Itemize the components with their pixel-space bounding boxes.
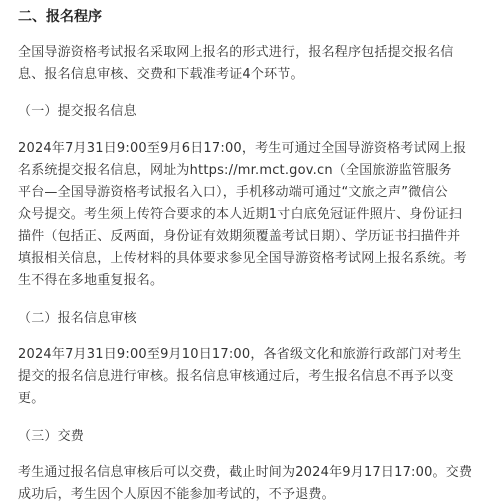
subheading-submit: （一）提交报名信息 <box>18 104 137 119</box>
submit-line-4: 众号提交。考生须上传符合要求的本人近期1寸白底免冠证件照片、身份证扫 <box>18 207 463 222</box>
review-line-3: 更。 <box>18 391 45 406</box>
submit-line-6: 填报相关信息，上传材料的具体要求参见全国导游资格考试网上报名系统。考 <box>18 251 467 266</box>
submit-line-5: 描件（包括正、反两面，身份证有效期须覆盖考试日期）、学历证书扫描件并 <box>18 229 461 244</box>
payment-line-2: 成功后，考生因个人原因不能参加考试的，不予退费。 <box>18 487 335 502</box>
intro-line-1: 全国导游资格考试报名采取网上报名的形式进行，报名程序包括提交报名信 <box>18 45 454 60</box>
submit-line-1: 2024年7月31日9:00至9月6日17:00，考生可通过全国导游资格考试网上报 <box>18 141 467 156</box>
submit-line-7: 生不得在多地重复报名。 <box>18 273 164 288</box>
review-line-1: 2024年7月31日9:00至9月10日17:00，各省级文化和旅游行政部门对考生 <box>18 347 462 362</box>
subheading-review: （二）报名信息审核 <box>18 311 137 326</box>
review-line-2: 提交的报名信息进行审核。报名信息审核通过后，考生报名信息不再予以变 <box>18 369 454 384</box>
section-heading: 二、报名程序 <box>18 9 102 25</box>
intro-line-2: 息、报名信息审核、交费和下载准考证4个环节。 <box>18 67 304 82</box>
submit-line-2: 名系统提交报名信息，网址为https://mr.mct.gov.cn（全国旅游监管服务 <box>18 163 452 178</box>
payment-line-1: 考生通过报名信息审核后可以交费，截止时间为2024年9月17日17:00。交费 <box>18 465 473 480</box>
subheading-payment: （三）交费 <box>18 429 85 444</box>
submit-line-3: 平台—全国导游资格考试报名入口），手机移动端可通过“文旅之声”微信公 <box>18 185 448 200</box>
